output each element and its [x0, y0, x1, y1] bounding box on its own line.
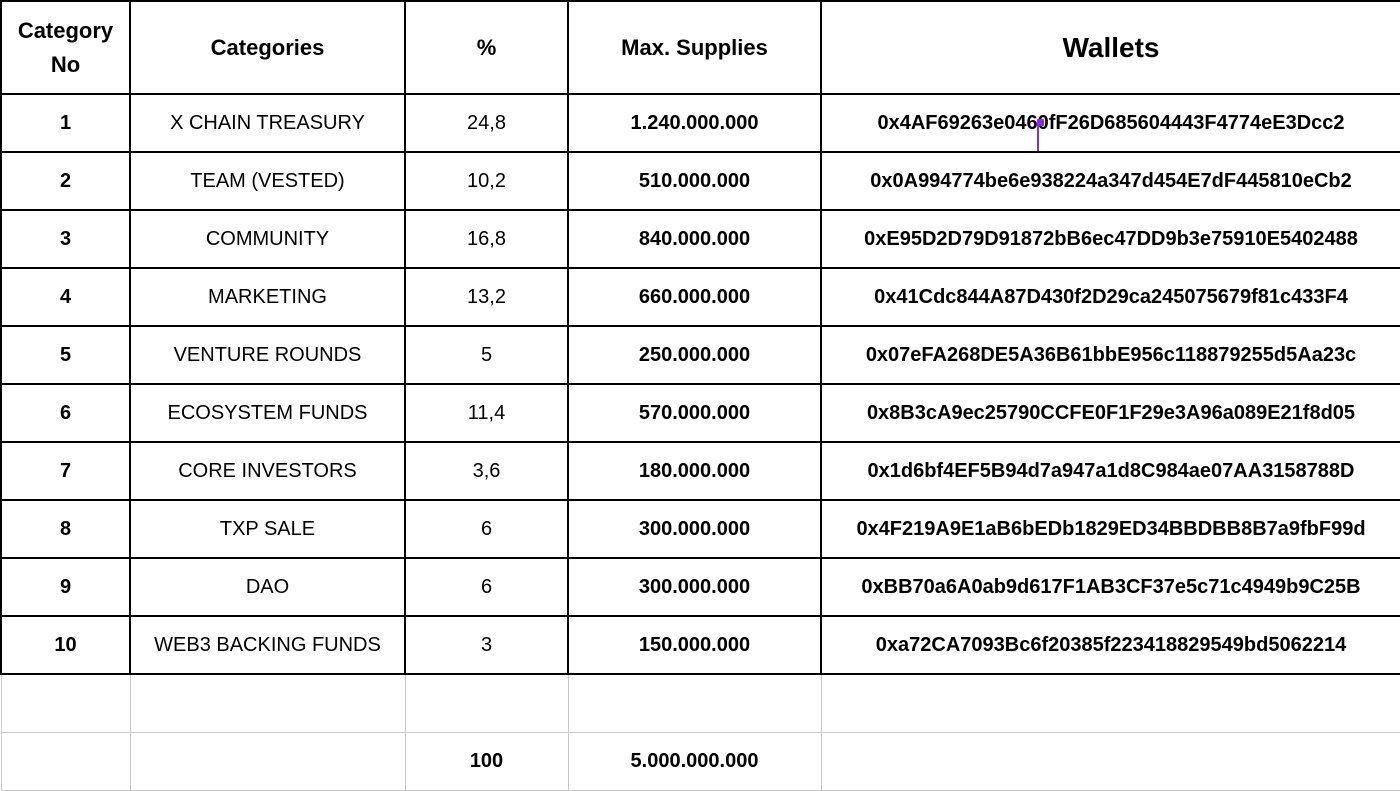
- cell-max-supply[interactable]: 660.000.000: [568, 268, 821, 326]
- empty-cell[interactable]: [568, 674, 821, 732]
- cell-category-no[interactable]: 7: [1, 442, 130, 500]
- totals-row: [1, 732, 1400, 790]
- cell-category[interactable]: VENTURE ROUNDS: [130, 326, 405, 384]
- cell-percent[interactable]: 16,8: [405, 210, 568, 268]
- cell-category-no[interactable]: 9: [1, 558, 130, 616]
- cell-category[interactable]: MARKETING: [130, 268, 405, 326]
- cell-wallet[interactable]: 0x0A994774be6e938224a347d454E7dF445810eCb2: [821, 152, 1400, 210]
- empty-cell[interactable]: [405, 674, 568, 732]
- table-row: [1, 384, 1400, 442]
- cell-percent[interactable]: 6: [405, 500, 568, 558]
- cell-category[interactable]: CORE INVESTORS: [130, 442, 405, 500]
- cell-max-supply[interactable]: 840.000.000: [568, 210, 821, 268]
- cell-max-supply[interactable]: 300.000.000: [568, 558, 821, 616]
- cell-percent[interactable]: 5: [405, 326, 568, 384]
- cell-wallet[interactable]: 0x8B3cA9ec25790CCFE0F1F29e3A96a089E21f8d05: [821, 384, 1400, 442]
- empty-cell[interactable]: [130, 674, 405, 732]
- table-row: [1, 500, 1400, 558]
- header-category-no[interactable]: Category No: [1, 1, 130, 94]
- cell-wallet[interactable]: [821, 94, 1400, 152]
- cell-category[interactable]: DAO: [130, 558, 405, 616]
- cell-percent[interactable]: 24,8: [405, 94, 568, 152]
- cell-category-no[interactable]: 4: [1, 268, 130, 326]
- cell-percent[interactable]: 13,2: [405, 268, 568, 326]
- cell-category[interactable]: TXP SALE: [130, 500, 405, 558]
- wallet-text-part-1: 0x4AF69263e046: [877, 111, 1038, 134]
- cell-category[interactable]: X CHAIN TREASURY: [130, 94, 405, 152]
- header-percent[interactable]: %: [405, 1, 568, 94]
- header-wallets[interactable]: Wallets: [821, 1, 1400, 94]
- cell-category-no[interactable]: 1: [1, 94, 130, 152]
- cell-percent[interactable]: 6: [405, 558, 568, 616]
- cell-category-no[interactable]: 5: [1, 326, 130, 384]
- table-row: [1, 210, 1400, 268]
- cell-wallet[interactable]: 0xBB70a6A0ab9d617F1AB3CF37e5c71c4949b9C25B: [821, 558, 1400, 616]
- header-categories[interactable]: Categories: [130, 1, 405, 94]
- table-row: [1, 616, 1400, 674]
- cell-wallet[interactable]: 0x4F219A9E1aB6bEDb1829ED34BBDBB8B7a9fbF99d: [821, 500, 1400, 558]
- cell-wallet[interactable]: 0x07eFA268DE5A36B61bbE956c118879255d5Aa23c: [821, 326, 1400, 384]
- header-max-supplies[interactable]: Max. Supplies: [568, 1, 821, 94]
- table-row: [1, 268, 1400, 326]
- header-row: [1, 1, 1400, 94]
- cell-category-no[interactable]: 3: [1, 210, 130, 268]
- table-row: [1, 152, 1400, 210]
- cell-max-supply[interactable]: 1.240.000.000: [568, 94, 821, 152]
- cell-wallet[interactable]: 0xa72CA7093Bc6f20385f223418829549bd5062214: [821, 616, 1400, 674]
- total-percent[interactable]: 100: [405, 732, 568, 790]
- cell-category[interactable]: COMMUNITY: [130, 210, 405, 268]
- table-row: [1, 558, 1400, 616]
- table-row: [1, 442, 1400, 500]
- cell-category-no[interactable]: 6: [1, 384, 130, 442]
- wallet-text-part-2: 0fF26D685604443F4774eE3Dcc2: [1037, 111, 1345, 134]
- cell-max-supply[interactable]: 180.000.000: [568, 442, 821, 500]
- cell-wallet[interactable]: 0x41Cdc844A87D430f2D29ca245075679f81c433F4: [821, 268, 1400, 326]
- cell-category[interactable]: ECOSYSTEM FUNDS: [130, 384, 405, 442]
- cell-category-no[interactable]: 10: [1, 616, 130, 674]
- cell-category[interactable]: TEAM (VESTED): [130, 152, 405, 210]
- empty-cell[interactable]: [130, 732, 405, 790]
- cell-percent[interactable]: 3,6: [405, 442, 568, 500]
- cell-max-supply[interactable]: 150.000.000: [568, 616, 821, 674]
- empty-cell[interactable]: [821, 732, 1400, 790]
- table-row: [1, 326, 1400, 384]
- cell-percent[interactable]: 11,4: [405, 384, 568, 442]
- cell-category-no[interactable]: 8: [1, 500, 130, 558]
- empty-cell[interactable]: [1, 732, 130, 790]
- cell-max-supply[interactable]: 250.000.000: [568, 326, 821, 384]
- empty-cell[interactable]: [1, 674, 130, 732]
- cell-percent[interactable]: 3: [405, 616, 568, 674]
- table-row: [1, 94, 1400, 152]
- empty-cell[interactable]: [821, 674, 1400, 732]
- total-max-supply[interactable]: 5.000.000.000: [568, 732, 821, 790]
- empty-row: [1, 674, 1400, 732]
- cell-max-supply[interactable]: 570.000.000: [568, 384, 821, 442]
- cell-max-supply[interactable]: 510.000.000: [568, 152, 821, 210]
- cell-category[interactable]: WEB3 BACKING FUNDS: [130, 616, 405, 674]
- cell-max-supply[interactable]: 300.000.000: [568, 500, 821, 558]
- cell-category-no[interactable]: 2: [1, 152, 130, 210]
- cell-percent[interactable]: 10,2: [405, 152, 568, 210]
- cell-wallet[interactable]: 0xE95D2D79D91872bB6ec47DD9b3e75910E5402488: [821, 210, 1400, 268]
- cell-wallet[interactable]: 0x1d6bf4EF5B94d7a947a1d8C984ae07AA3158788D: [821, 442, 1400, 500]
